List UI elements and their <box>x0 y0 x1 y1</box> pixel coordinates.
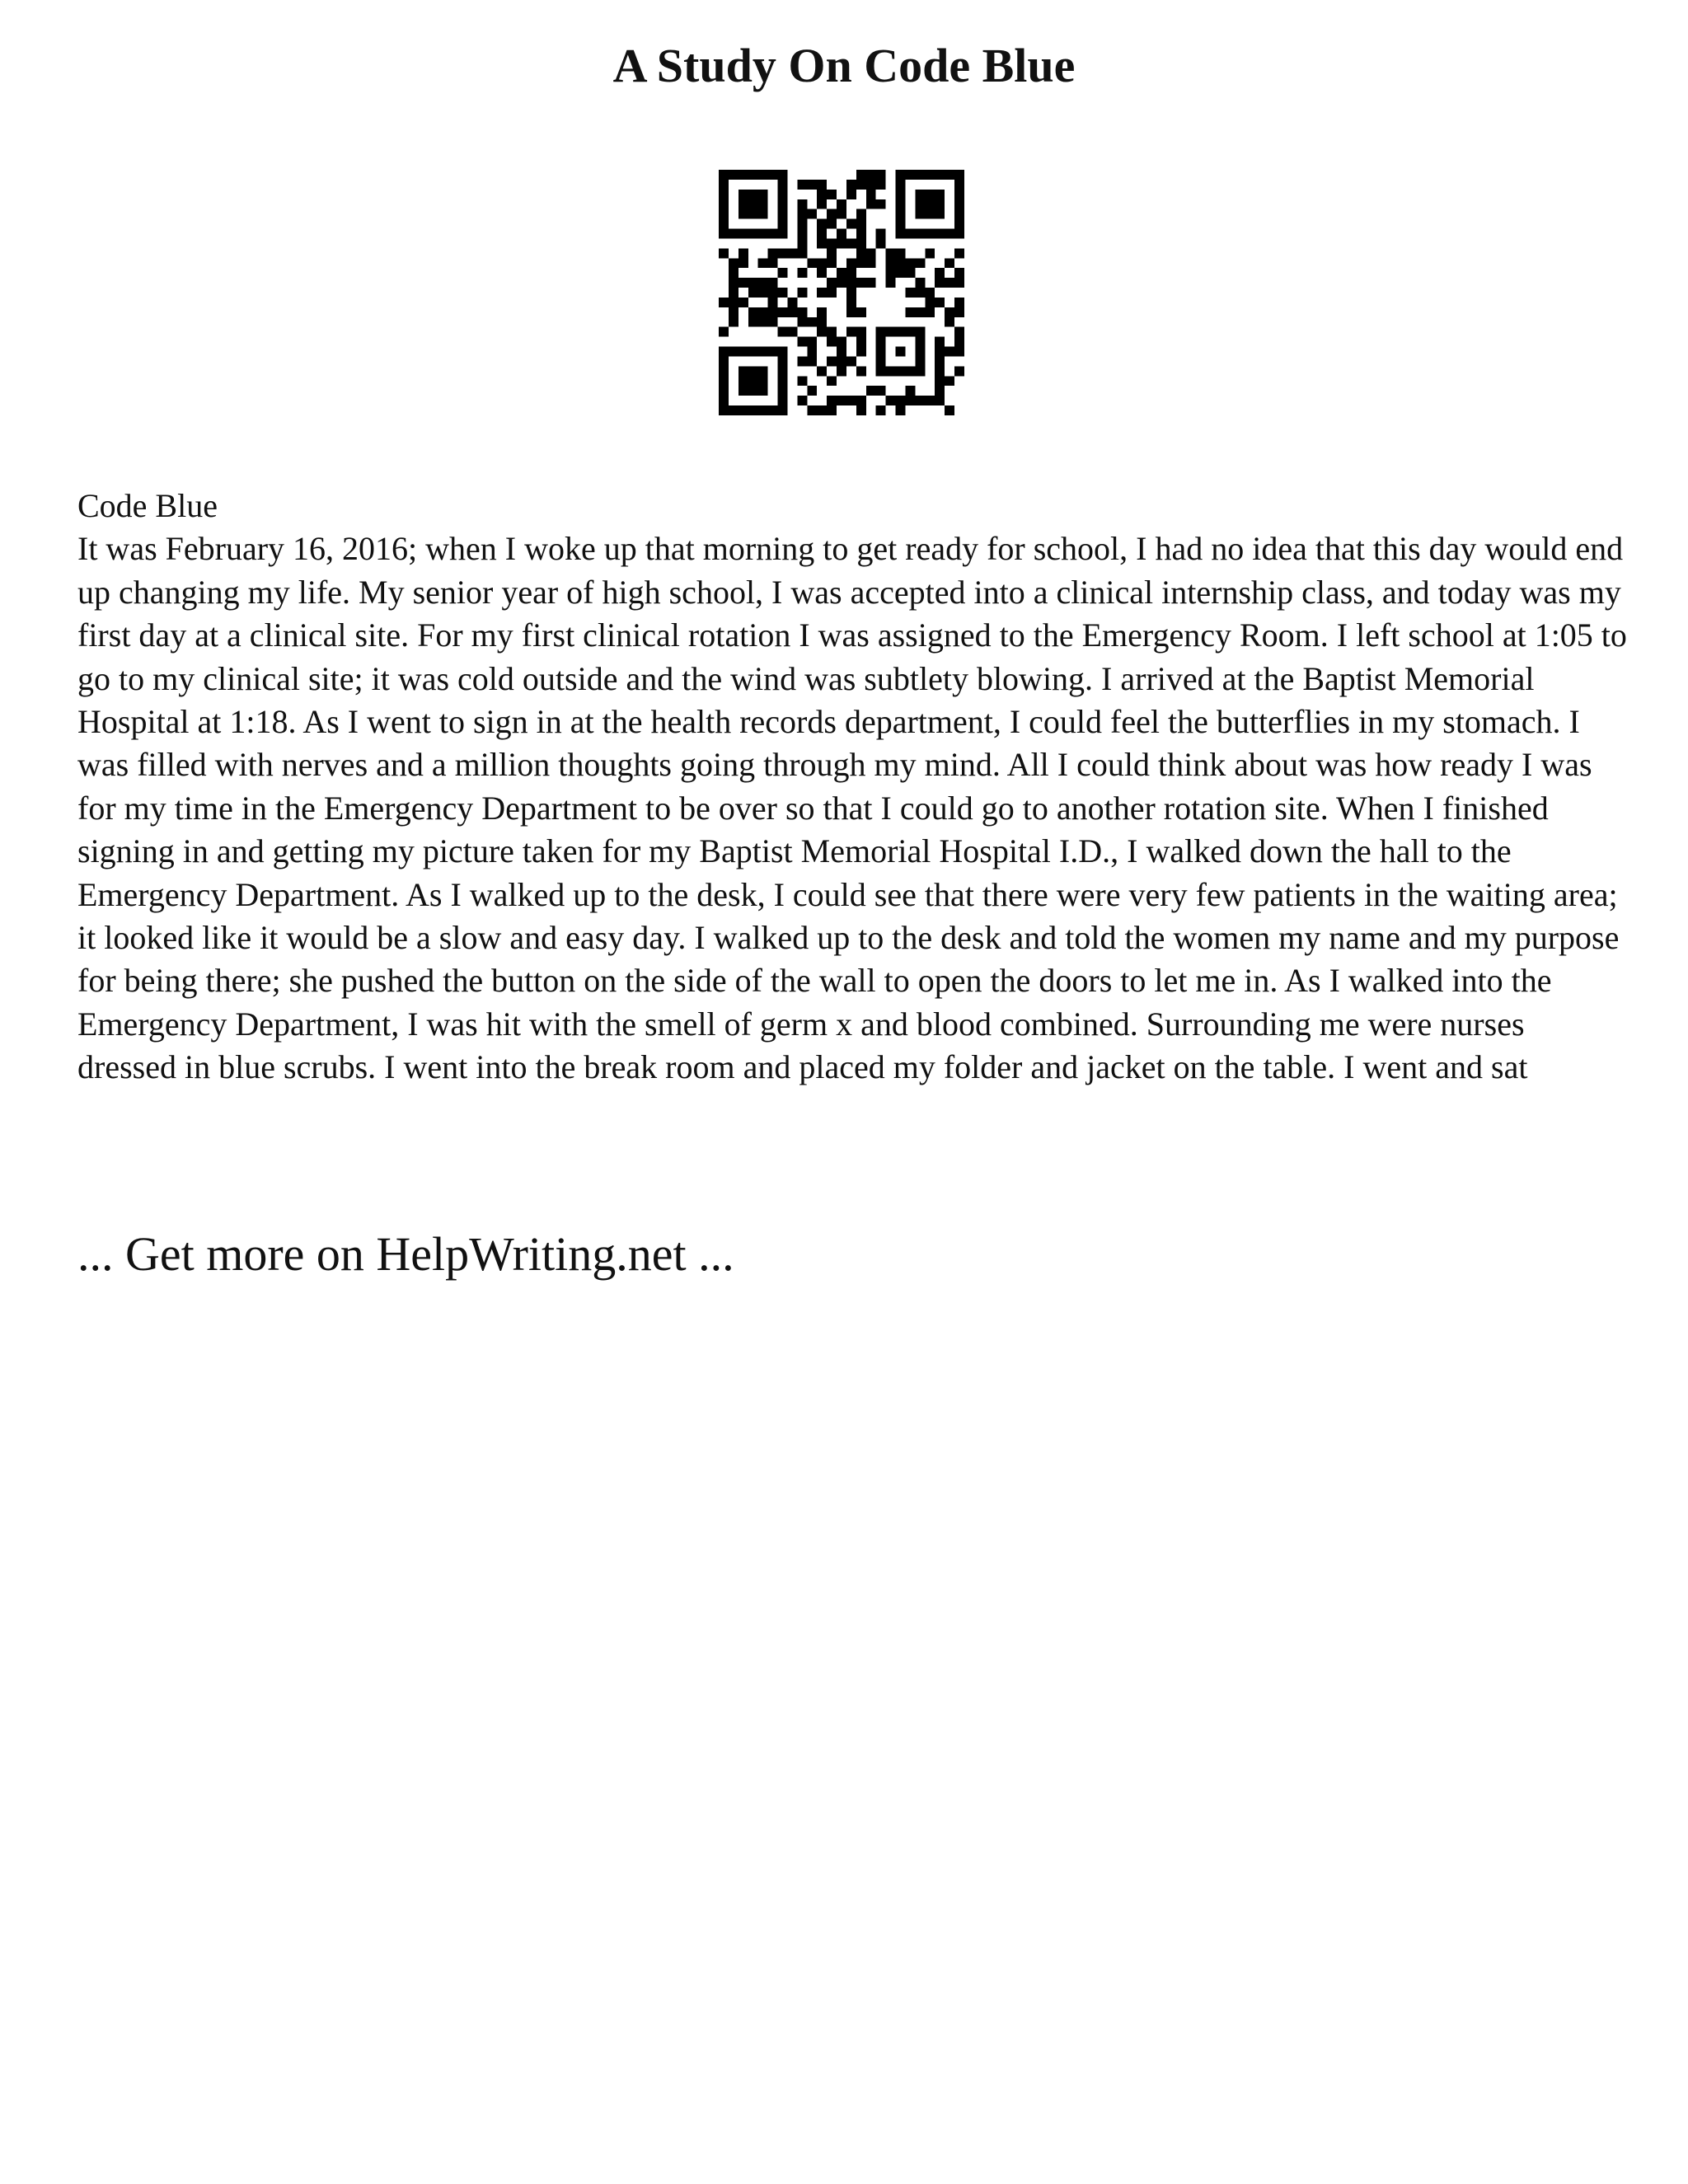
page-title: A Study On Code Blue <box>612 39 1076 92</box>
essay-paragraph: It was February 16, 2016; when I woke up that morning to get ready for school, I had no idea that this day would end up changing my life. My senior year of high school, I was accepted into a clinical internship class, and today was my first day at a clinical site. For my first clinical rotation I was assigned to the Emergency Room. I left school at 1:05 to go to my clinical site; it was cold outside and the wind was subtlety blowing. I arrived at the Baptist Memorial Hospital at 1:18. As I went to sign in at the health records department, I could feel the butterflies in my stomach. I was filled with nerves and a million thoughts going through my mind. All I could think about was how ready I was for my time in the Emergency Department to be over so that I could go to another rotation site. When I finished signing in and getting my picture taken for my Baptist Memorial Hospital I.D., I walked down the hall to the Emergency Department. As I walked up to the desk, I could see that there were very few patients in the waiting area; it looked like it would be a slow and easy day. I walked up to the desk and told the women my name and my purpose for being there; she pushed the button on the side of the wall to open the doors to let me in. As I walked into the Emergency Department, I was hit with the smell of germ x and blood combined. Surrounding me were nurses dressed in blue scrubs. I went into the break room and placed my folder and jacket on the table. I went and sat <box>77 530 1627 1086</box>
essay-body <box>77 485 1627 1090</box>
essay-heading: Code Blue <box>77 487 218 524</box>
get-more-link[interactable]: ... Get more on HelpWriting.net ... <box>77 1227 734 1281</box>
qr-code-icon <box>719 170 964 415</box>
